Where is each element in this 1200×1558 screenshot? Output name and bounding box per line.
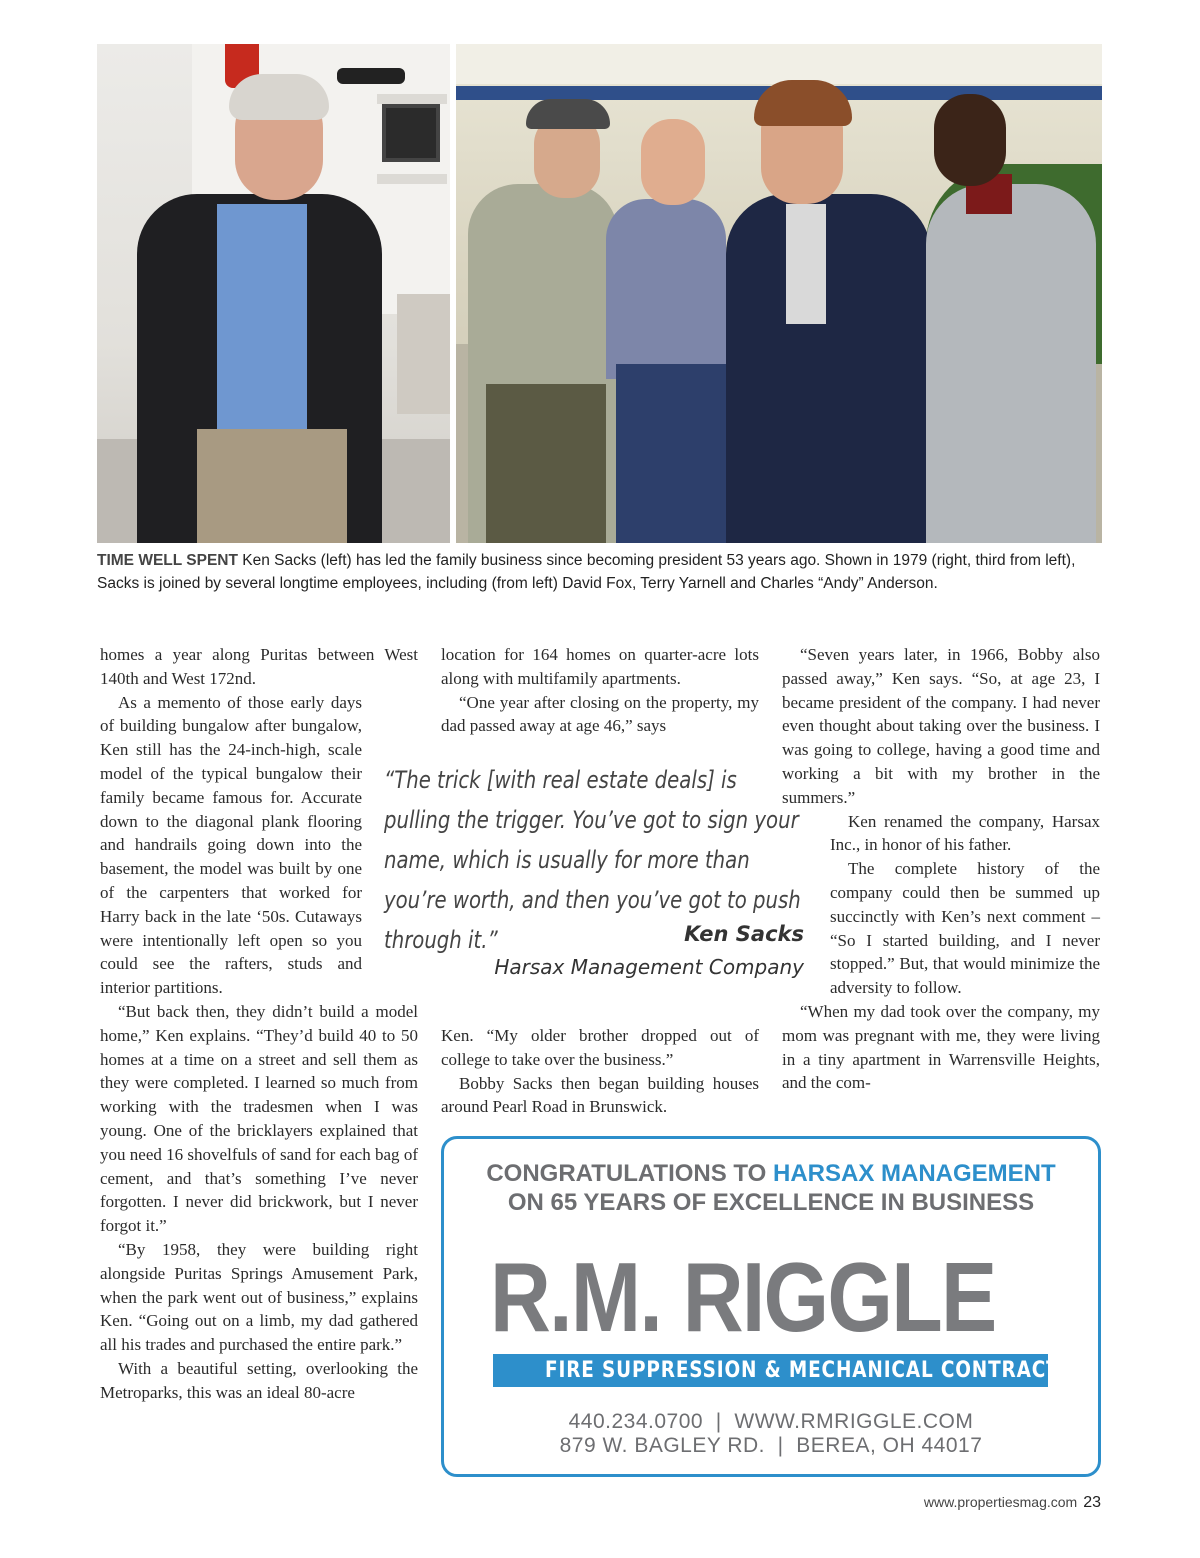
- paragraph: Ken. “My older brother dropped out of college to take over the business.”: [441, 1026, 759, 1069]
- photo-caption: [97, 549, 1103, 595]
- ad-headline-accent: HARSAX MANAGEMENT: [772, 1160, 1056, 1187]
- page-number: 23: [1083, 1494, 1101, 1511]
- caption-text: Ken Sacks (left) has led the family business since becoming president 53 years ago. Shown in 1979 (right, third from left), Sacks is joined by several longtime employees, including (from left) David Fox, Terry Yarnell and Charles “Andy” Anderson.: [97, 552, 1076, 592]
- rm-riggle-logo: R.M. RIGGLE: [490, 1242, 996, 1352]
- ad-contact-address: 879 W. BAGLEY RD. | BEREA, OH 44017: [559, 1434, 983, 1457]
- paragraph: Bobby Sacks then began building houses around Pearl Road in Brunswick.: [441, 1073, 759, 1117]
- paragraph: Ken renamed the company, Harsax Inc., in honor of his father.: [830, 811, 1100, 855]
- ad-headline-line-1: [444, 1160, 1098, 1188]
- article-column-2-bottom: [441, 1024, 759, 1119]
- article-column-3: [782, 643, 1100, 1095]
- paragraph: location for 164 homes on quarter-acre lots along with multifamily apartments.: [441, 645, 759, 688]
- paragraph: “Seven years later, in 1966, Bobby also passed away,” Ken says. “So, at age 23, I became president of the company. I had never even thought about taking over the business. I was going to college, having a good time and working a bit with my brother in the summers.”: [782, 645, 1100, 807]
- pull-quote: “The trick [with real estate deals] is pulling the trigger. You’ve got to sign your name, which is usually for more than you’re worth, and then you’ve got to push through it.”: [384, 766, 801, 954]
- photo-ken-sacks: [97, 44, 450, 543]
- paragraph: With a beautiful setting, overlooking the Metroparks, this was an ideal 80-acre: [100, 1358, 418, 1402]
- paragraph: “By 1958, they were building right alongside Puritas Springs Amusement Park, when the park went out of business,” explains Ken. “Going out on a limb, my dad gathered all his trades and purchased the entire park.”: [100, 1239, 418, 1355]
- pull-quote-org: Harsax Management Company: [494, 955, 804, 979]
- ad-contact-phone-web[interactable]: 440.234.0700 | WWW.RMRIGGLE.COM: [568, 1410, 974, 1433]
- pull-quote-author: Ken Sacks: [684, 922, 804, 946]
- paragraph: “But back then, they didn’t build a model home,” Ken explains. “They’d build 40 to 50 homes at a time on a street and sell them as they were completed. I learned so much from working with the tradesmen when I was young. One of the bricklayers explained that you need 16 shovelfuls of sand for each bag of cement, and that’s something I’ve never forgotten. I never did brickwork, but I never forgot it.”: [100, 1001, 418, 1236]
- paragraph: “When my dad took over the company, my mom was pregnant with me, they were living in a tiny apartment in Warrensville Heights, and the com-: [782, 1001, 1100, 1093]
- ad-tagline: FIRE SUPPRESSION & MECHANICAL CONTRACTOR: [545, 1358, 1092, 1383]
- article-column-1: [100, 643, 418, 1405]
- paragraph: The complete history of the company could then be summed up succinctly with Ken’s next comment – “So I started building, and I never stopped.” But, that would minimize the adversity to follow.: [830, 859, 1100, 998]
- article-column-2-top: [441, 643, 759, 738]
- paragraph: homes a year along Puritas between West 140th and West 172nd.: [100, 645, 418, 688]
- photo-1979-group: [456, 44, 1102, 543]
- ad-headline-text: CONGRATULATIONS TO: [486, 1160, 773, 1187]
- page-footer: [860, 1494, 1101, 1512]
- caption-lead: TIME WELL SPENT: [97, 552, 238, 569]
- ad-headline-line-2: ON 65 YEARS OF EXCELLENCE IN BUSINESS: [507, 1189, 1035, 1216]
- paragraph: As a memento of those early days of building bungalow after bungalow, Ken still has the 24-inch-high, scale model of the typical bungalow their family became famous for. Accurate down to the diagonal plank flooring and handrails going down into the basement, the model was built by one of the carpenters that worked for Harry back in the late ‘50s. Cutaways were intentionally left open so you could see the rafters, studs and interior partitions.: [100, 692, 362, 998]
- paragraph: “One year after closing on the property, my dad passed away at age 46,” says: [441, 692, 759, 736]
- footer-site[interactable]: www.propertiesmag.com: [923, 1494, 1078, 1510]
- advertisement-rm-riggle[interactable]: [441, 1136, 1101, 1477]
- ad-tagline-band: [493, 1354, 1092, 1387]
